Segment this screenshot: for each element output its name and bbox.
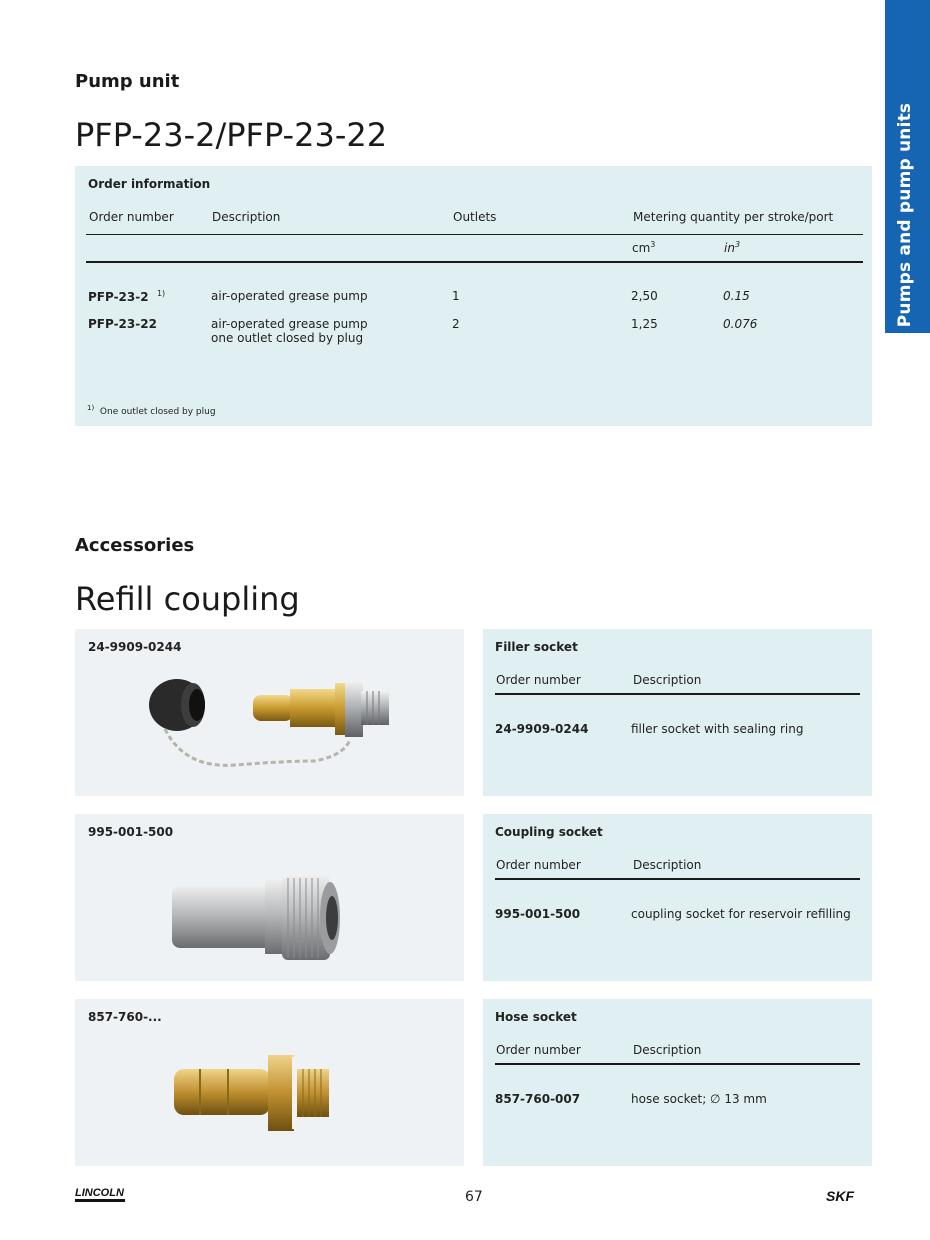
units-rule (86, 261, 863, 263)
coupling-socket-col-desc: Description (633, 858, 702, 872)
row-1-cm3: 2,50 (631, 289, 658, 303)
coupling-socket-image-label: 995-001-500 (88, 825, 174, 839)
hose-socket-image-label: 857-760-... (88, 1010, 162, 1024)
coupling-socket-col-order: Order number (496, 858, 581, 872)
hose-socket-rule (495, 1063, 860, 1065)
hose-socket-image-panel (75, 999, 464, 1166)
hose-socket-table (483, 999, 872, 1166)
side-tab-label: Pumps and pump units (895, 102, 915, 328)
coupling-socket-image-panel (75, 814, 464, 981)
coupling-socket-description: coupling socket for reservoir refilling (631, 907, 851, 921)
svg-text:LINCOLN: LINCOLN (75, 1187, 124, 1199)
row-2-cm3: 1,25 (631, 317, 658, 331)
hose-socket-description: hose socket; ∅ 13 mm (631, 1092, 767, 1106)
filler-socket-title: Filler socket (495, 640, 578, 654)
filler-socket-image-label: 24-9909-0244 (88, 640, 182, 654)
col-header-metering: Metering quantity per stroke/port (633, 210, 834, 224)
page-title: PFP-23-2/PFP-23-22 (75, 116, 388, 154)
row-2-outlets: 2 (452, 317, 460, 331)
row-2-in3: 0.076 (723, 317, 758, 331)
header-rule (86, 234, 863, 235)
filler-socket-illustration (145, 669, 415, 789)
order-info-title: Order information (88, 177, 211, 191)
filler-socket-col-desc: Description (633, 673, 702, 687)
coupling-socket-order-number: 995-001-500 (495, 907, 581, 921)
section-title-refill-coupling: Refill coupling (75, 580, 300, 618)
hose-socket-illustration (170, 1051, 335, 1141)
col-header-outlets: Outlets (453, 210, 497, 224)
lincoln-logo (75, 1184, 129, 1204)
skf-logo (826, 1188, 874, 1204)
filler-socket-rule (495, 693, 860, 695)
hose-socket-col-order: Order number (496, 1043, 581, 1057)
section-label-accessories: Accessories (75, 535, 195, 556)
row-1-outlets: 1 (452, 289, 460, 303)
col-header-description: Description (212, 210, 281, 224)
hose-socket-title: Hose socket (495, 1010, 577, 1024)
unit-cm3: $cm^3$ (632, 240, 656, 255)
order-information-panel (75, 166, 872, 426)
row-1-in3: 0.15 (723, 289, 750, 303)
coupling-socket-rule (495, 878, 860, 880)
hose-socket-order-number: 857-760-007 (495, 1092, 581, 1106)
filler-socket-table (483, 629, 872, 796)
svg-text:SKF: SKF (826, 1188, 854, 1204)
filler-socket-image-panel (75, 629, 464, 796)
coupling-socket-title: Coupling socket (495, 825, 603, 839)
row-1-order-number: PFP-23-2 $^{1)}$ (88, 289, 166, 304)
page-number: 67 (465, 1189, 483, 1205)
coupling-socket-table (483, 814, 872, 981)
unit-in3: $in^3$ (724, 240, 741, 255)
section-label-pump-unit: Pump unit (75, 71, 180, 92)
hose-socket-col-desc: Description (633, 1043, 702, 1057)
row-2-order-number: PFP-23-22 (88, 317, 157, 331)
footnote: $^{1)}$ One outlet closed by plug (87, 404, 216, 417)
coupling-socket-illustration (170, 874, 345, 964)
row-2-description-line-2: one outlet closed by plug (211, 331, 364, 345)
filler-socket-description: filler socket with sealing ring (631, 722, 804, 736)
row-1-description: air-operated grease pump (211, 289, 368, 303)
filler-socket-col-order: Order number (496, 673, 581, 687)
filler-socket-order-number: 24-9909-0244 (495, 722, 589, 736)
row-2-description: air-operated grease pump (211, 317, 368, 331)
col-header-order-number: Order number (89, 210, 174, 224)
